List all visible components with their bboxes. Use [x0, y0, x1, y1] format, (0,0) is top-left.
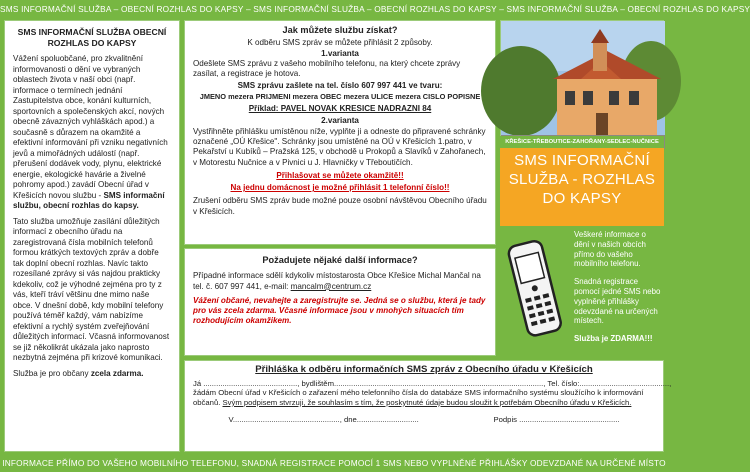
service-title-box: SMS INFORMAČNÍ SLUŽBA - ROZHLAS DO KAPSY	[500, 148, 664, 226]
form-signature-line: V.................................................., dne............................. Podpis ...............................................	[228, 415, 620, 425]
contact-panel	[184, 248, 496, 356]
cancel-text: Zrušení odběru SMS zpráv bude možné pouze osobní návštěvou Obecního úřadu v Křešicích.	[193, 196, 487, 216]
confirm-line: Přihlašovat se můžete okamžitě!!	[276, 170, 404, 180]
info-line-2: Snadná registrace pomocí jedné SMS nebo vyplněné přihlášky odevzdané na určených místech.	[574, 277, 661, 326]
contact-text: Případné informace sdělí kdykoliv místostarosta Obce Křešice Michal Mančal na tel. č. 607 997 441, e-mail: mancalm@centrum.cz	[193, 271, 481, 291]
sms-format: JMENO mezera PRIJMENI mezera OBEC mezera ULICE mezera CISLO POPISNE	[199, 91, 481, 101]
intro-panel	[4, 20, 180, 452]
phone-info-box	[500, 226, 664, 358]
free-paragraph: Služba je pro občany zcela zdarma.	[13, 368, 144, 378]
village-photo	[500, 20, 664, 148]
mobile-phone-icon	[504, 234, 568, 349]
how-heading: Jak můžete službu získat?	[282, 25, 398, 35]
variant-2-title: 2.varianta	[321, 116, 359, 126]
villages-caption: KŘEŠICE-TŘEBOUTICE-ZAHOŘANY-SEDLEC-NUČNICE	[500, 136, 664, 148]
sms-example: Příklad: PAVEL NOVAK KRESICE NADRAZNI 84	[248, 104, 432, 114]
bottom-banner: INFORMACE PŘÍMO DO VAŠEHO MOBILNÍHO TELEFONU, SNADNÁ REGISTRACE POMOCÍ 1 SMS NEBO VYPLNĚNÉ PŘIHLÁŠKY ODEVZDANÉ NA URČENÉ MÍSTO	[0, 454, 668, 472]
info-line-1: Veškeré informace o dění v našich obcích přímo do vašeho mobilního telefonu.	[574, 230, 646, 269]
free-of-charge-note: Služba je ZDARMA!!!	[574, 334, 653, 344]
email-link[interactable]: mancalm@centrum.cz	[290, 281, 372, 291]
intro-paragraph: Vážení spoluobčané, pro zkvalitnění informovanosti o dění ve vybraných oblastech života v naší obci (např. informace o termínech jednání Zastupitelstva obce, konání kulturních, sportovních a společenských akcí, nových obecně závazných vyhláškách apod.) a současně s důrazem na okamžité a efektivní informování při vzniku negativních jevů a mimořádných událostí (např. přerušení dodávek vody, plynu, elektrické energie, ekologické havárie a živelné pohromy apod.) zavádí Obecní úřad v Křešicích novou službu - SMS informační službu, obecní rozhlas do kapsy.	[13, 54, 168, 210]
one-number-line: Na jednu domácnost je možné přihlásit 1 telefonní číslo!!	[230, 183, 450, 193]
service-paragraph: Tato služba umožňuje zasílání důležitých informací z obecního úřadu na zaregistrovaná čísla mobilních telefonů formou krátkých textových zpráv a dobře tak doplní obecní rozhlas. Navíc takto rozesílané zprávy si vás najdou prakticky kdekoliv, což je výhodné zejména pro ty z vás, kteří tráví většinu dne mimo naše obce. V dnešní době, kdy mobilní telefony používá téměř každý, vám nabízíme efektivní a rychlý systém zveřejňování důležitých informací. Včasná informovanost se již několikrát ukázala jako naprosto nezbytná zejména při krizové komunikaci.	[13, 216, 170, 362]
variant-1-text: Odešlete SMS zprávu z vašeho mobilního telefonu, na který chcete zprávy zasílat, a registrace je hotova.	[193, 58, 461, 79]
form-heading: Přihláška k odběru informačních SMS zpráv z Obecního úřadu v Křešicích	[255, 364, 593, 375]
sms-number-line: SMS zprávu zašlete na tel. číslo 607 997 441 ve tvaru:	[237, 81, 443, 91]
phone-info-text	[574, 230, 662, 352]
application-form	[184, 360, 672, 452]
how-to-panel	[184, 20, 496, 245]
intro-title: SMS INFORMAČNÍ SLUŽBA OBECNÍ ROZHLAS DO KAPSY	[17, 27, 167, 48]
variant-2-text: Vystřihněte přihlášku umístěnou níže, vyplňte ji a odneste do připravené schránky označené „OÚ Křešice". Schránky jsou umístěné na OÚ v Křešicích 1.patro, v Pekařství u Kubíků – Pražská 125, v obchodě u Prokopů a Slavíků v Zahořanech, v Motorestu Nučnice a v Pivnici u J. Hlavničky v Třeboutičích.	[193, 126, 486, 167]
variant-1-title: 1.varianta	[321, 48, 359, 58]
contact-heading: Požadujete nějaké další informace?	[262, 255, 418, 265]
how-intro: K odběru SMS zpráv se můžete přihlásit 2 způsoby.	[247, 38, 433, 48]
contact-note: Vážení občané, nevahejte a zaregistrujte se. Jedná se o službu, která je tady pro vás zcela zdarma. Včasné informace jsou v mnohých situacích tím rozhodujícím okamžikem.	[193, 295, 486, 326]
top-banner: SMS INFORMAČNÍ SLUŽBA – OBECNÍ ROZHLAS DO KAPSY – SMS INFORMAČNÍ SLUŽBA – OBECNÍ ROZHLAS DO KAPSY – SMS INFORMAČNÍ SLUŽBA – OBECNÍ ROZHLAS DO KAPSY	[0, 0, 668, 18]
form-consent: žádám Obecní úřad v Křešicích o zařazení mého telefonního čísla do databáze SMS informačního systému sloužícího k informování občanů. Svým podpisem stvrzuji, že souhlasím s tím, že poskytnuté údaje budou sloužit k potřebám Obecního úřadu v Křešicích.	[193, 388, 644, 407]
form-name-line: Já ............................................, bydlištěm.................................................................................................., Tel. číslo:..........................................,	[193, 378, 672, 388]
